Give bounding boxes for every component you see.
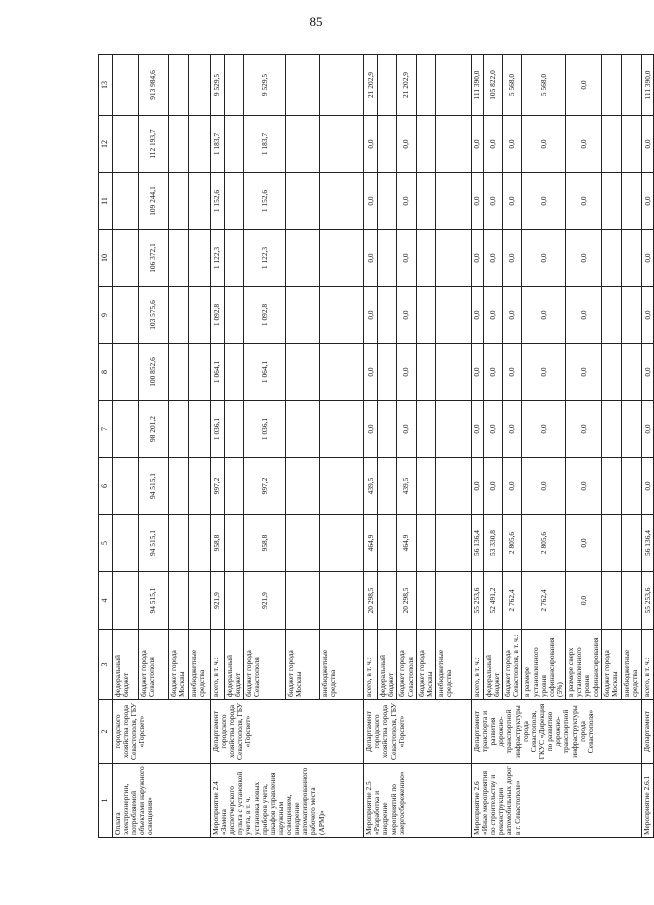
table-cell: 0,0 <box>364 116 378 173</box>
table-cell: 106 372,1 <box>138 230 168 287</box>
table-cell: 5 568,0 <box>503 55 522 116</box>
table-cell <box>188 515 210 572</box>
header-row <box>99 55 113 838</box>
table-cell <box>320 55 364 116</box>
table-cell <box>286 572 320 630</box>
table-cell: 997,2 <box>210 458 224 515</box>
funding-source: внебюджетные средства <box>188 630 210 700</box>
table-cell <box>168 458 188 515</box>
table-cell: 0,0 <box>503 230 522 287</box>
table-cell <box>320 230 364 287</box>
table-cell: 0,0 <box>503 116 522 173</box>
table-cell: 0,0 <box>522 458 566 515</box>
table-cell <box>622 173 642 230</box>
table-cell <box>168 287 188 344</box>
table-cell <box>168 230 188 287</box>
table-cell: 958,8 <box>244 515 286 572</box>
table-cell: 0,0 <box>522 116 566 173</box>
table-cell <box>602 173 622 230</box>
table-cell <box>224 287 243 344</box>
table-cell: 56 136,4 <box>471 515 483 572</box>
table-cell: 98 201,2 <box>138 401 168 458</box>
table-cell: 94 515,1 <box>138 458 168 515</box>
table-cell <box>112 55 138 116</box>
table-cell: 0,0 <box>471 230 483 287</box>
table-cell: 20 298,5 <box>397 572 416 630</box>
table-cell: 0,0 <box>503 173 522 230</box>
table-cell: 2 762,4 <box>503 572 522 630</box>
table-cell <box>320 287 364 344</box>
funding-source: бюджет города Москвы <box>602 630 622 700</box>
funding-source: в размере установленного уровня софинансирования (5%) <box>522 630 566 700</box>
table-cell: 0,0 <box>566 344 602 401</box>
table-cell: 56 136,4 <box>642 515 654 572</box>
table-cell <box>435 55 471 116</box>
executor-name: городского хозяйства города Севастополя, ГБУ «Горсвет» <box>112 700 210 764</box>
table-cell: 0,0 <box>483 401 502 458</box>
table-cell <box>112 287 138 344</box>
table-cell: 1 036,1 <box>210 401 224 458</box>
table-cell: 0,0 <box>471 344 483 401</box>
table-cell: 0,0 <box>522 230 566 287</box>
table-cell <box>286 401 320 458</box>
table-cell <box>286 230 320 287</box>
table-cell <box>416 572 435 630</box>
funding-source: внебюджетные средства <box>320 630 364 700</box>
table-cell <box>112 344 138 401</box>
funding-source: бюджет города Севастополя <box>244 630 286 700</box>
activity-name: Мероприятие 2.5 «Разработка и внедрение мероприятий по энергосбережению» <box>364 764 472 838</box>
column-number: 5 <box>99 515 113 572</box>
table-cell <box>622 230 642 287</box>
table-cell <box>378 458 397 515</box>
table-cell <box>602 55 622 116</box>
table-cell: 913 984,6 <box>138 55 168 116</box>
table-cell <box>416 173 435 230</box>
table-cell <box>602 230 622 287</box>
rotated-table-frame <box>98 58 652 838</box>
table-cell: 0,0 <box>566 458 602 515</box>
table-cell <box>435 116 471 173</box>
table-cell: 0,0 <box>364 401 378 458</box>
table-cell: 439,5 <box>397 458 416 515</box>
table-cell <box>112 230 138 287</box>
table-cell <box>416 458 435 515</box>
table-cell <box>112 401 138 458</box>
table-cell: 0,0 <box>642 458 654 515</box>
table-cell <box>416 230 435 287</box>
table-cell <box>168 344 188 401</box>
table-cell: 0,0 <box>471 116 483 173</box>
table-body <box>99 55 654 838</box>
table-cell <box>224 401 243 458</box>
funding-source: бюджет города Севастополя, в т. ч.: <box>503 630 522 700</box>
table-cell: 0,0 <box>522 287 566 344</box>
table-cell <box>188 55 210 116</box>
table-cell: 0,0 <box>522 401 566 458</box>
table-cell <box>378 344 397 401</box>
funding-source: в размере сверх установленного уровня софинансирования <box>566 630 602 700</box>
column-number: 7 <box>99 401 113 458</box>
funding-source: федеральный бюджет <box>378 630 397 700</box>
table-cell <box>224 515 243 572</box>
table-cell: 103 575,6 <box>138 287 168 344</box>
table-cell <box>188 344 210 401</box>
table-cell: 111 390,0 <box>471 55 483 116</box>
table-cell: 0,0 <box>471 287 483 344</box>
table-cell <box>602 458 622 515</box>
table-cell <box>435 287 471 344</box>
table-cell: 1 036,1 <box>244 401 286 458</box>
activity-name: Мероприятие 2.4 «Замена диспетчерского пульта с установкой учета, в т. ч. установка новых приборов учета, шкафов управления наружным освещением, внедрение автоматизированного рабочего места (АРМ)» <box>210 764 363 838</box>
table-cell: 0,0 <box>483 230 502 287</box>
column-number: 3 <box>99 630 113 700</box>
table-cell <box>435 458 471 515</box>
table-cell: 1 092,8 <box>244 287 286 344</box>
table-cell: 1 092,8 <box>210 287 224 344</box>
table-cell <box>378 287 397 344</box>
table-cell: 0,0 <box>471 173 483 230</box>
table-cell <box>435 173 471 230</box>
table-cell: 1 152,6 <box>210 173 224 230</box>
funding-source: внебюджетные средства <box>435 630 471 700</box>
table-cell: 0,0 <box>503 287 522 344</box>
table-cell: 53 330,8 <box>483 515 502 572</box>
funding-source: всего, в т. ч.: <box>642 630 654 700</box>
table-cell: 0,0 <box>642 116 654 173</box>
funding-source: всего, в т. ч.: <box>210 630 224 700</box>
table-cell <box>416 344 435 401</box>
table-cell <box>168 55 188 116</box>
table-cell: 0,0 <box>642 401 654 458</box>
table-cell: 0,0 <box>522 344 566 401</box>
table-cell: 0,0 <box>471 458 483 515</box>
executor-name: Департамент <box>642 700 654 764</box>
table-cell: 0,0 <box>364 230 378 287</box>
table-cell: 0,0 <box>642 287 654 344</box>
rotated-table-content <box>98 58 652 838</box>
table-row <box>364 55 378 838</box>
table-cell <box>416 287 435 344</box>
table-cell: 0,0 <box>566 401 602 458</box>
table-cell: 94 515,1 <box>138 515 168 572</box>
table-cell: 0,0 <box>642 173 654 230</box>
column-number: 11 <box>99 173 113 230</box>
table-cell <box>286 55 320 116</box>
table-cell: 0,0 <box>566 230 602 287</box>
table-cell: 0,0 <box>483 287 502 344</box>
column-number: 6 <box>99 458 113 515</box>
table-cell: 94 515,1 <box>138 572 168 630</box>
table-cell <box>622 287 642 344</box>
table-cell <box>622 344 642 401</box>
table-cell <box>286 344 320 401</box>
table-cell <box>168 173 188 230</box>
table-cell: 0,0 <box>364 173 378 230</box>
table-cell: 1 122,3 <box>244 230 286 287</box>
table-cell <box>112 116 138 173</box>
funding-source: всего, в т. ч.: <box>471 630 483 700</box>
table-cell: 20 298,5 <box>364 572 378 630</box>
table-cell <box>435 515 471 572</box>
table-cell: 0,0 <box>397 344 416 401</box>
table-cell: 0,0 <box>397 287 416 344</box>
table-cell <box>435 230 471 287</box>
table-cell <box>320 458 364 515</box>
table-cell <box>224 230 243 287</box>
table-cell <box>602 401 622 458</box>
table-cell <box>168 572 188 630</box>
table-cell <box>435 401 471 458</box>
column-number: 1 <box>99 764 113 838</box>
table-cell <box>286 458 320 515</box>
activity-name: Мероприятие 2.6 «Иные мероприятия по строительству и реконструкции автомобильных дорог в г. Севастополе» <box>471 764 641 838</box>
table-cell: 1 152,6 <box>244 173 286 230</box>
table-cell <box>378 572 397 630</box>
table-cell <box>188 401 210 458</box>
table-cell: 0,0 <box>566 515 602 572</box>
table-cell: 0,0 <box>503 344 522 401</box>
table-cell: 55 253,6 <box>471 572 483 630</box>
table-cell: 1 183,7 <box>244 116 286 173</box>
table-cell <box>320 344 364 401</box>
table-cell: 0,0 <box>483 116 502 173</box>
table-cell <box>224 55 243 116</box>
table-cell: 0,0 <box>397 116 416 173</box>
column-number: 10 <box>99 230 113 287</box>
table-cell <box>224 344 243 401</box>
table-cell <box>188 458 210 515</box>
table-cell <box>602 572 622 630</box>
table-cell: 921,9 <box>244 572 286 630</box>
funding-source: федеральный бюджет <box>112 630 138 700</box>
table-cell: 958,8 <box>210 515 224 572</box>
column-number: 12 <box>99 116 113 173</box>
table-cell: 1 183,7 <box>210 116 224 173</box>
executor-name: Департамент городского хозяйства города Севастополя, ГБУ «Горсвет» <box>364 700 472 764</box>
table-cell <box>622 458 642 515</box>
table-row <box>210 55 224 838</box>
table-row <box>642 55 654 838</box>
funding-source: бюджет города Москвы <box>168 630 188 700</box>
table-cell <box>168 116 188 173</box>
table-cell: 0,0 <box>364 344 378 401</box>
table-cell <box>622 55 642 116</box>
table-cell <box>602 116 622 173</box>
table-cell <box>112 458 138 515</box>
budget-table <box>98 54 654 838</box>
table-cell <box>416 515 435 572</box>
table-cell <box>602 287 622 344</box>
table-cell <box>168 515 188 572</box>
executor-name: Департамент транспорта и развития дорожно-транспортной инфраструктуры города Севастополя, ГКУС «Дирекция по развитию дорожно-транспортной инфраструктуры города Севастополя» <box>471 700 641 764</box>
table-row <box>471 55 483 838</box>
table-cell <box>224 173 243 230</box>
table-cell: 0,0 <box>503 401 522 458</box>
table-cell <box>435 344 471 401</box>
table-cell: 55 253,6 <box>642 572 654 630</box>
table-cell <box>622 401 642 458</box>
table-cell: 9 529,5 <box>244 55 286 116</box>
table-cell <box>112 173 138 230</box>
table-cell <box>622 515 642 572</box>
table-cell <box>416 401 435 458</box>
table-cell: 0,0 <box>364 287 378 344</box>
table-cell: 0,0 <box>566 572 602 630</box>
table-cell <box>224 572 243 630</box>
table-cell: 109 244,1 <box>138 173 168 230</box>
table-cell: 0,0 <box>642 230 654 287</box>
column-number: 2 <box>99 700 113 764</box>
funding-source: бюджет города Севастополя <box>397 630 416 700</box>
table-cell: 0,0 <box>397 173 416 230</box>
table-cell: 439,5 <box>364 458 378 515</box>
activity-name: Мероприятие 2.6.1 <box>642 764 654 838</box>
table-cell: 2 805,6 <box>503 515 522 572</box>
funding-source: всего, в т. ч.: <box>364 630 378 700</box>
table-cell <box>188 116 210 173</box>
table-cell <box>188 230 210 287</box>
table-cell <box>286 116 320 173</box>
table-cell: 9 529,5 <box>210 55 224 116</box>
table-cell <box>602 344 622 401</box>
table-cell <box>320 116 364 173</box>
table-cell: 0,0 <box>483 344 502 401</box>
table-cell: 921,9 <box>210 572 224 630</box>
table-cell <box>320 401 364 458</box>
table-cell <box>112 572 138 630</box>
funding-source: федеральный бюджет <box>224 630 243 700</box>
page-number: 85 <box>309 14 323 29</box>
funding-source: бюджет города Москвы <box>416 630 435 700</box>
table-cell <box>320 572 364 630</box>
table-cell <box>286 515 320 572</box>
table-cell <box>286 287 320 344</box>
table-cell: 1 122,3 <box>210 230 224 287</box>
table-cell <box>168 401 188 458</box>
table-cell: 100 852,6 <box>138 344 168 401</box>
table-cell: 0,0 <box>397 230 416 287</box>
table-cell: 0,0 <box>642 344 654 401</box>
table-cell: 997,2 <box>244 458 286 515</box>
funding-source: внебюджетные средства <box>622 630 642 700</box>
table-cell: 0,0 <box>483 173 502 230</box>
table-cell <box>378 230 397 287</box>
table-cell: 0,0 <box>566 287 602 344</box>
table-row <box>112 55 138 838</box>
table-cell <box>378 173 397 230</box>
table-cell <box>622 572 642 630</box>
table-cell: 0,0 <box>566 173 602 230</box>
table-cell <box>188 287 210 344</box>
table-cell: 0,0 <box>566 116 602 173</box>
table-cell: 112 193,7 <box>138 116 168 173</box>
funding-source: бюджет города Москвы <box>286 630 320 700</box>
table-cell: 0,0 <box>471 401 483 458</box>
table-cell: 464,9 <box>364 515 378 572</box>
column-number: 4 <box>99 572 113 630</box>
table-cell <box>112 515 138 572</box>
table-cell: 2 762,4 <box>522 572 566 630</box>
table-cell: 0,0 <box>566 55 602 116</box>
table-cell: 105 822,0 <box>483 55 502 116</box>
funding-source: федеральный бюджет <box>483 630 502 700</box>
table-cell: 0,0 <box>522 173 566 230</box>
table-cell <box>435 572 471 630</box>
table-cell <box>188 173 210 230</box>
table-cell: 21 202,9 <box>397 55 416 116</box>
table-cell: 1 064,1 <box>210 344 224 401</box>
table-cell: 2 805,6 <box>522 515 566 572</box>
table-cell: 52 491,2 <box>483 572 502 630</box>
table-cell <box>320 173 364 230</box>
table-cell <box>188 572 210 630</box>
funding-source: бюджет города Севастополя <box>138 630 168 700</box>
table-cell <box>286 173 320 230</box>
column-number: 9 <box>99 287 113 344</box>
table-cell <box>378 55 397 116</box>
table-cell <box>224 458 243 515</box>
table-cell <box>602 515 622 572</box>
table-cell: 21 202,9 <box>364 55 378 116</box>
table-cell <box>224 116 243 173</box>
table-cell: 0,0 <box>483 458 502 515</box>
table-cell <box>622 116 642 173</box>
executor-name: Департамент городского хозяйства города Севастополя, ГБУ «Горсвет» <box>210 700 363 764</box>
table-cell: 0,0 <box>503 458 522 515</box>
table-cell: 464,9 <box>397 515 416 572</box>
table-cell <box>416 116 435 173</box>
column-number: 8 <box>99 344 113 401</box>
activity-name: Оплата электроэнергии, потребляемой объектами наружного освещения» <box>112 764 210 838</box>
table-cell: 0,0 <box>397 401 416 458</box>
table-cell: 111 390,0 <box>642 55 654 116</box>
table-cell <box>378 116 397 173</box>
table-cell <box>378 515 397 572</box>
table-cell <box>416 55 435 116</box>
table-cell <box>378 401 397 458</box>
table-cell <box>320 515 364 572</box>
table-cell: 5 568,0 <box>522 55 566 116</box>
column-number: 13 <box>99 55 113 116</box>
table-cell: 1 064,1 <box>244 344 286 401</box>
